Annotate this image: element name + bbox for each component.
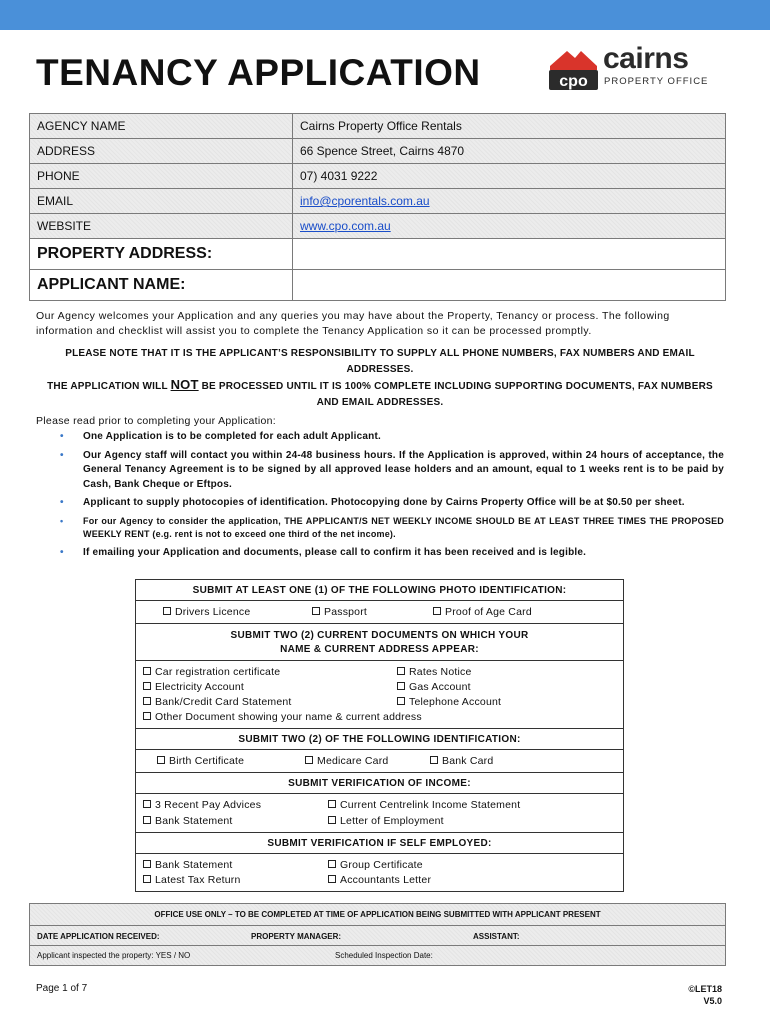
electricity-account-checkbox[interactable] (143, 681, 244, 693)
checkbox-icon (305, 756, 313, 764)
divider (136, 660, 623, 661)
checkbox-icon (397, 682, 405, 690)
checkbox-label: Bank Card (442, 755, 494, 767)
instructions-list (60, 430, 724, 564)
checkbox-icon (143, 667, 151, 675)
table-row (30, 189, 726, 214)
self-employed-bank-statement-checkbox[interactable] (143, 859, 233, 871)
applicant-name-label: APPLICANT NAME: (30, 270, 293, 301)
income-bank-statement-checkbox[interactable] (143, 815, 233, 827)
income-heading: SUBMIT VERIFICATION OF INCOME: (288, 778, 471, 789)
notice-line-2-pre: THE APPLICATION WILL (47, 381, 171, 392)
bank-credit-card-checkbox[interactable] (143, 696, 292, 708)
address-docs-heading (136, 629, 623, 657)
divider (136, 600, 623, 601)
accountants-letter-checkbox[interactable] (328, 874, 431, 886)
checkbox-label: Rates Notice (409, 666, 472, 678)
cpo-logo-icon (547, 46, 599, 90)
logo-subtitle: PROPERTY OFFICE (604, 76, 709, 87)
checkbox-label: Other Document showing your name & current address (155, 711, 422, 723)
divider (136, 793, 623, 794)
checkbox-icon (328, 816, 336, 824)
checkbox-label: Latest Tax Return (155, 874, 241, 886)
other-document-checkbox[interactable] (143, 711, 422, 723)
website-label: WEBSITE (30, 214, 293, 239)
form-code-line-1: ©LET18 (688, 984, 722, 994)
address-label: ADDRESS (30, 139, 293, 164)
notice-not-emphasis: NOT (170, 377, 199, 392)
table-row (30, 239, 726, 270)
table-row (30, 214, 726, 239)
office-use-box (29, 903, 726, 966)
email-cell (293, 189, 726, 214)
website-cell (293, 214, 726, 239)
checkbox-icon (143, 875, 151, 883)
checkbox-label: Gas Account (409, 681, 471, 693)
read-prior-heading: Please read prior to completing your Application: (36, 415, 276, 427)
table-row (30, 139, 726, 164)
telephone-account-checkbox[interactable] (397, 696, 501, 708)
checkbox-icon (312, 607, 320, 615)
checkbox-icon (143, 682, 151, 690)
divider (136, 623, 623, 624)
checkbox-icon (143, 697, 151, 705)
company-logo (547, 42, 722, 94)
property-manager-label: PROPERTY MANAGER: (251, 932, 342, 941)
checkbox-icon (143, 712, 151, 720)
checkbox-label: Telephone Account (409, 696, 502, 708)
divider (136, 832, 623, 833)
logo-mark-text: cpo (559, 73, 588, 90)
checkbox-icon (397, 667, 405, 675)
checkbox-icon (163, 607, 171, 615)
checkbox-label: 3 Recent Pay Advices (155, 799, 262, 811)
address-value: 66 Spence Street, Cairns 4870 (293, 139, 726, 164)
list-item: • Our Agency staff will contact you within 24-48 business hours. If the Application is approved, within 24 hours of acceptance, the General Tenancy Agreement is to be signed by all approved lease holders and an amount, equal to 1 weeks rent is to be paid by Cash, Bank Cheque or Eftpos. (60, 449, 724, 493)
checkbox-icon (143, 816, 151, 824)
checkbox-label: Drivers Licence (175, 606, 251, 618)
logo-wordmark: cairns (603, 42, 689, 75)
date-received-label: DATE APPLICATION RECEIVED: (37, 932, 160, 941)
page-title: TENANCY APPLICATION (36, 52, 481, 93)
agency-name-value: Cairns Property Office Rentals (293, 114, 726, 139)
divider (136, 728, 623, 729)
checkbox-label: Current Centrelink Income Statement (340, 799, 521, 811)
phone-value: 07) 4031 9222 (293, 164, 726, 189)
checkbox-icon (328, 875, 336, 883)
checkbox-icon (143, 800, 151, 808)
assistant-label: ASSISTANT: (473, 932, 520, 941)
checkbox-icon (157, 756, 165, 764)
checkbox-label: Passport (324, 606, 368, 618)
email-link[interactable]: info@cporentals.com.au (300, 194, 430, 208)
inspected-property-field: Applicant inspected the property: YES / NO (37, 951, 191, 960)
scheduled-inspection-label: Scheduled Inspection Date: (335, 951, 433, 960)
centrelink-statement-checkbox[interactable] (328, 799, 520, 811)
notice-line-1: PLEASE NOTE THAT IT IS THE APPLICANT’S RESPONSIBILITY TO SUPPLY ALL PHONE NUMBERS, FAX NUMBERS AND EMAIL ADDRESSES. (65, 348, 695, 375)
agency-details-table (29, 113, 726, 301)
intro-paragraph: Our Agency welcomes your Application and any queries you may have about the Property, Tenancy or process. The following information and checklist will assist you to complete the Tenancy Application so it can be processed promptly. (36, 310, 670, 337)
checkbox-label: Accountants Letter (340, 874, 432, 886)
divider (30, 925, 725, 926)
letter-of-employment-checkbox[interactable] (328, 815, 444, 827)
checkbox-label: Electricity Account (155, 681, 244, 693)
top-banner (0, 0, 770, 30)
divider (136, 749, 623, 750)
form-code (688, 983, 722, 1007)
birth-certificate-checkbox[interactable] (157, 755, 244, 767)
car-registration-checkbox[interactable] (143, 666, 280, 678)
checkbox-label: Bank/Credit Card Statement (155, 696, 292, 708)
email-label: EMAIL (30, 189, 293, 214)
divider (30, 945, 725, 946)
table-row (30, 270, 726, 301)
form-version: V5.0 (703, 996, 722, 1006)
important-notice (36, 346, 724, 410)
divider (136, 772, 623, 773)
property-address-field[interactable] (293, 239, 726, 270)
latest-tax-return-checkbox[interactable] (143, 874, 241, 886)
checkbox-icon (143, 860, 151, 868)
checkbox-label: Car registration certificate (155, 666, 281, 678)
divider (136, 853, 623, 854)
checkbox-icon (328, 860, 336, 868)
self-employed-heading: SUBMIT VERIFICATION IF SELF EMPLOYED: (267, 838, 492, 849)
office-use-heading: OFFICE USE ONLY – TO BE COMPLETED AT TIME OF APPLICATION BEING SUBMITTED WITH APPLICANT PRESENT (154, 910, 601, 919)
website-link[interactable]: www.cpo.com.au (300, 219, 391, 233)
address-docs-heading-line-1: SUBMIT TWO (2) CURRENT DOCUMENTS ON WHICH YOUR (230, 630, 529, 641)
list-item: • One Application is to be completed for each adult Applicant. (60, 430, 724, 445)
checkbox-label: Proof of Age Card (445, 606, 532, 618)
checkbox-label: Birth Certificate (169, 755, 245, 767)
property-address-label: PROPERTY ADDRESS: (30, 239, 293, 270)
notice-line-2-post: BE PROCESSED UNTIL IT IS 100% COMPLETE INCLUDING SUPPORTING DOCUMENTS, FAX NUMBERS AND EMAIL ADDRESSES. (198, 381, 713, 408)
drivers-licence-checkbox[interactable] (163, 606, 250, 618)
checkbox-icon (328, 800, 336, 808)
list-item: • Applicant to supply photocopies of identification. Photocopying done by Cairns Property Office will be at $0.50 per sheet. (60, 496, 724, 511)
phone-label: PHONE (30, 164, 293, 189)
gas-account-checkbox[interactable] (397, 681, 471, 693)
medicare-card-checkbox[interactable] (305, 755, 388, 767)
rates-notice-checkbox[interactable] (397, 666, 472, 678)
checkbox-label: Bank Statement (155, 815, 233, 827)
photo-id-heading: SUBMIT AT LEAST ONE (1) OF THE FOLLOWING PHOTO IDENTIFICATION: (192, 585, 567, 596)
applicant-name-field[interactable] (293, 270, 726, 301)
pay-advices-checkbox[interactable] (143, 799, 261, 811)
checkbox-icon (397, 697, 405, 705)
group-certificate-checkbox[interactable] (328, 859, 423, 871)
checkbox-icon (430, 756, 438, 764)
list-item: • If emailing your Application and documents, please call to confirm it has been received and is legible. (60, 546, 724, 561)
identification-heading: SUBMIT TWO (2) OF THE FOLLOWING IDENTIFICATION: (238, 734, 521, 745)
table-row (30, 114, 726, 139)
documents-checklist (135, 579, 624, 892)
checkbox-icon (433, 607, 441, 615)
checkbox-label: Bank Statement (155, 859, 233, 871)
address-docs-heading-line-2: NAME & CURRENT ADDRESS APPEAR: (280, 644, 479, 655)
agency-name-label: AGENCY NAME (30, 114, 293, 139)
checkbox-label: Letter of Employment (340, 815, 444, 827)
checkbox-label: Medicare Card (317, 755, 389, 767)
table-row (30, 164, 726, 189)
page-number: Page 1 of 7 (36, 983, 88, 994)
passport-checkbox[interactable] (312, 606, 367, 618)
notice-line-2 (36, 377, 724, 410)
checkbox-label: Group Certificate (340, 859, 423, 871)
bank-card-checkbox[interactable] (430, 755, 493, 767)
list-item: • For our Agency to consider the application, THE APPLICANT/S NET WEEKLY INCOME SHOULD BE AT LEAST THREE TIMES THE PROPOSED WEEKLY RENT (e.g. rent is not to exceed one third of the net income). (60, 515, 724, 542)
proof-of-age-checkbox[interactable] (433, 606, 532, 618)
